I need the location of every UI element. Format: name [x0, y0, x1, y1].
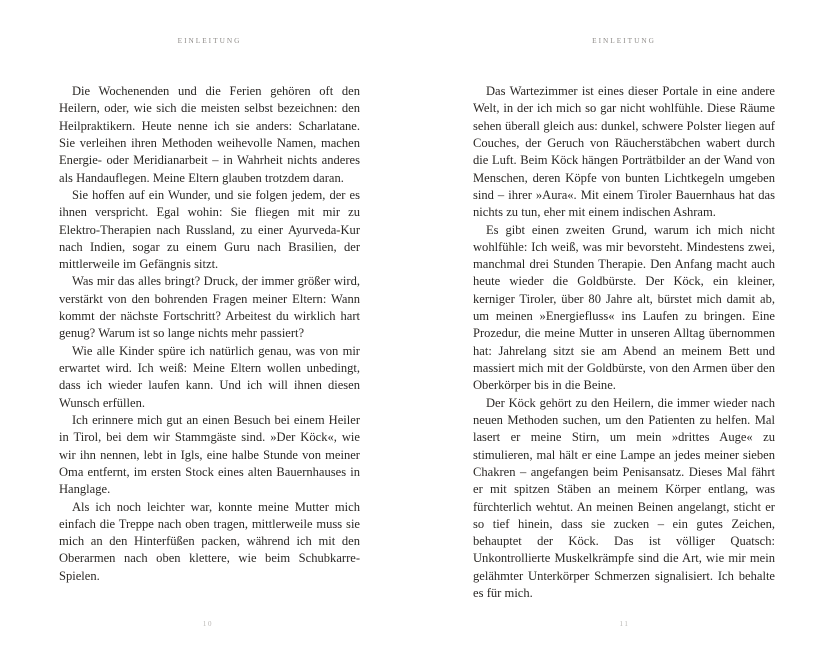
paragraph: Sie hoffen auf ein Wunder, und sie folgen jedem, der es ihnen verspricht. Egal wohin: Sie fliegen mit mir zu Elektro-Therapien nach Russland, zu einer Ayurveda-Kur nach Indien, sogar zu einem Guru nach Brasilien, der mittlerweile im Gefängnis sitzt. [59, 187, 360, 272]
page-number-right: 11 [619, 620, 630, 628]
right-page-textblock [473, 83, 775, 648]
left-page [0, 0, 416, 648]
paragraph: Es gibt einen zweiten Grund, warum ich mich nicht wohlfühle: Ich weiß, was mir bevorsteht. Mindestens zwei, manchmal drei Stunden Therapie. Den Anfang macht auch heute wieder die Goldbürste. Der Köck, ein kleiner, kerniger Tiroler, über 80 Jahre alt, bürstet mich damit ab, um meinen »Energiefluss« ins Laufen zu bringen. Eine Prozedur, die meine Mutter in unseren Alltag übernommen hat: Jahrelang sitzt sie am Abend an meinem Bett und massiert mich mit der Goldbürste, von den Armen über den Oberkörper bis in die Beine. [473, 222, 775, 393]
paragraph: Wie alle Kinder spüre ich natürlich genau, was von mir erwartet wird. Ich weiß: Meine Eltern wollen unbedingt, dass ich wieder laufen kann. Und ich will ihnen diesen Wunsch erfüllen. [59, 343, 360, 410]
left-page-textblock [59, 83, 360, 648]
paragraph: Ich erinnere mich gut an einen Besuch bei einem Heiler in Tirol, bei dem wir Stammgäste sind. »Der Köck«, wie wir ihn nennen, lebt in Igls, eine halbe Stunde von meiner Oma entfernt, im ersten Stock eines alten Bauernhauses in Hanglage. [59, 412, 360, 497]
paragraph: Die Wochenenden und die Ferien gehören oft den Heilern, oder, wie sich die meisten selbst bezeichnen: den Heilpraktikern. Heute nenne ich sie anders: Scharlatane. Sie verleihen ihren Methoden weihevolle Namen, machen Energie- oder Meridianarbeit – in Wahrheit nichts anderes als Handauflegen. Meine Eltern glauben trotzdem daran. [59, 84, 360, 185]
paragraph: Als ich noch leichter war, konnte meine Mutter mich einfach die Treppe nach oben tragen, mittlerweile muss sie mich an den Hinterfüßen packen, während ich mit den Oberarmen nach oben klettere, wie beim Schubkarre-Spielen. [59, 499, 360, 583]
paragraph: Der Köck gehört zu den Heilern, die immer wieder nach neuen Methoden suchen, um den Patienten zu helfen. Mal lasert er meine Stirn, um mein »drittes Auge« zu stimulieren, mal hält er eine Lampe an jedes meiner sieben Chakren – angefangen beim Penisansatz. Dieses Mal fährt er mit spitzen Stäben an meinem Körper entlang, was fürchterlich wehtut. An meinen Beinen angelangt, sticht er so tief hinein, dass sie zucken – ein gutes Zeichen, behauptet der Köck. Das ist völliger Quatsch: Unkontrollierte Muskelkrämpfe sind die Art, wie mir mein gelähmter Unterkörper Schmerzen signalisiert. Ich behalte es für mich. [473, 395, 775, 601]
right-page [416, 0, 833, 648]
running-head-right: EINLEITUNG [592, 36, 656, 45]
running-head-left: EINLEITUNG [177, 36, 242, 45]
paragraph: Was mir das alles bringt? Druck, der immer größer wird, verstärkt von den bohrenden Fragen meiner Eltern: Wann kommt der nächste Fortschritt? Arbeitest du wirklich hart genug? Warum ist so lange nichts mehr passiert? [59, 274, 360, 341]
paragraph: Das Wartezimmer ist eines dieser Portale in eine andere Welt, in der ich mich so gar nicht wohlfühle. Diese Räume sehen überall gleich aus: dunkel, schwere Polster liegen auf Couches, der Geruch von Räucherstäbchen wabert durch die Luft. Beim Köck hängen Porträtbilder an der Wand von Menschen, deren Köpfe von bunten Lichtkegeln umgeben sind – ihrer »Aura«. Mit einem Tiroler Bauernhaus hat das nichts zu tun, eher mit einem indischen Ashram. [473, 84, 775, 220]
page-number-left: 10 [202, 620, 214, 628]
